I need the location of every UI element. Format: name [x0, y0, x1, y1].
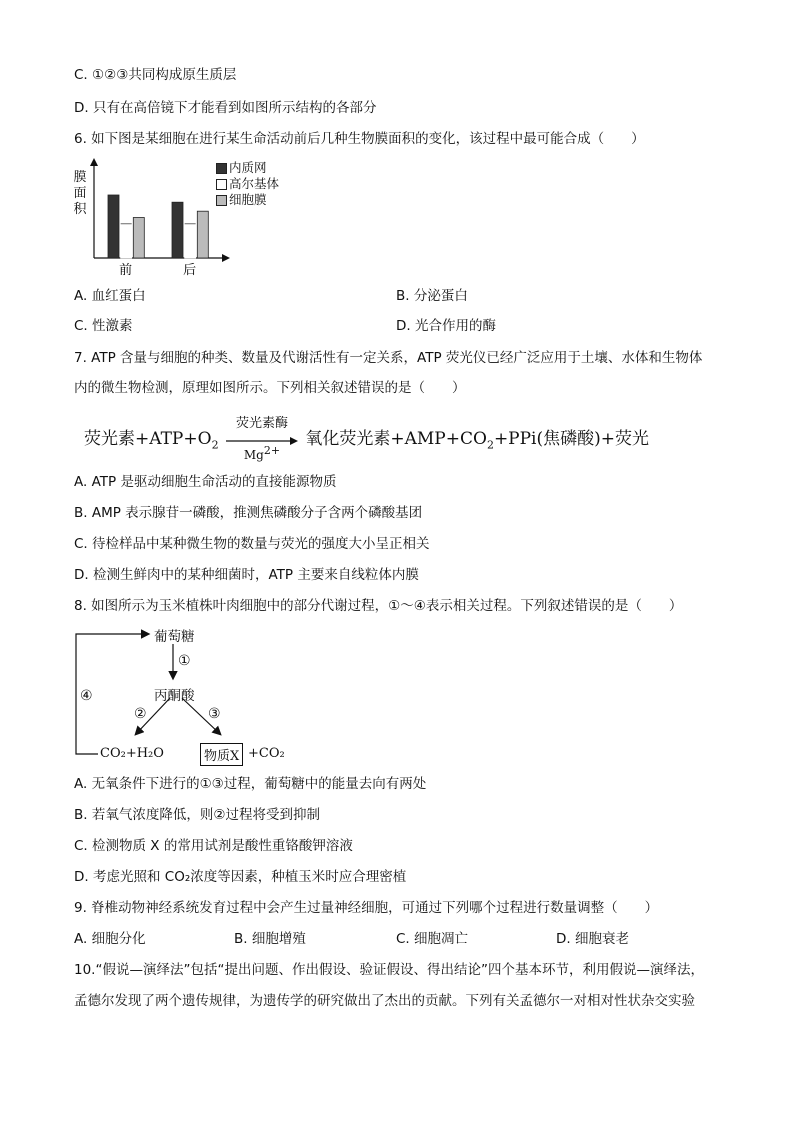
- legend-swatch: [216, 179, 227, 190]
- ylabel-char: 膜: [73, 170, 87, 185]
- q7-reaction-equation: [84, 415, 650, 462]
- q8-option-b: B. 若氧气浓度降低，则②过程将受到抑制: [74, 807, 320, 823]
- eq-reactants: 荧光素+ATP+O: [84, 429, 212, 449]
- legend-swatch: [216, 163, 227, 174]
- q10-stem-line2: 孟德尔发现了两个遗传规律，为遗传学的研究做出了杰出的贡献。下列有关孟德尔一对相对性状杂交实验: [74, 993, 695, 1009]
- q6-option-d: D. 光合作用的酶: [396, 318, 496, 334]
- x-axis-arrow: [222, 254, 230, 262]
- q9-option-d: D. 细胞衰老: [556, 931, 629, 947]
- q8-option-c: C. 检测物质 X 的常用试剂是酸性重铬酸钾溶液: [74, 838, 353, 854]
- step-4-label: ④: [80, 688, 93, 704]
- q8-option-d: D. 考虑光照和 CO₂浓度等因素，种植玉米时应合理密植: [74, 869, 407, 885]
- bar-0-2: [133, 218, 144, 259]
- bar-0-1: [121, 224, 132, 258]
- q8-stem: 8. 如图所示为玉米植株叶肉细胞中的部分代谢过程，①～④表示相关过程。下列叙述错误的是（ ）: [74, 598, 683, 614]
- product-co2-h2o: CO₂+H₂O: [100, 746, 164, 761]
- bar-1-1: [185, 224, 196, 258]
- q9-option-a: A. 细胞分化: [74, 931, 146, 947]
- q7-stem-line2: 内的微生物检测，原理如图所示。下列相关叙述错误的是（ ）: [74, 380, 466, 396]
- bar-0-0: [108, 195, 119, 258]
- legend-item-er: 内质网: [216, 158, 267, 176]
- q6-stem: 6. 如下图是某细胞在进行某生命活动前后几种生物膜面积的变化，该过程中最可能合成（ ）: [74, 131, 645, 147]
- q5-option-d: D. 只有在高倍镜下才能看到如图所示结构的各部分: [74, 100, 377, 116]
- step-3-label: ③: [208, 706, 221, 722]
- legend-swatch: [216, 195, 227, 206]
- q8-diagram: [70, 622, 310, 770]
- product-co2: +CO₂: [248, 746, 285, 761]
- eq-sub: 2: [486, 438, 494, 452]
- q7-option-b: B. AMP 表示腺苷一磷酸，推测焦磷酸分子含两个磷酸基团: [74, 505, 423, 521]
- q6-chart: [70, 158, 310, 278]
- product-x-box: 物质X: [200, 743, 243, 766]
- q7-stem-line1: 7. ATP 含量与细胞的种类、数量及代谢活性有一定关系，ATP 荧光仪已经广泛应用于土壤、水体和生物体: [74, 350, 703, 366]
- bar-1-2: [197, 211, 208, 258]
- q6-option-b: B. 分泌蛋白: [396, 288, 468, 304]
- q9-option-c: C. 细胞凋亡: [396, 931, 469, 947]
- pyruvate-node: 丙酮酸: [154, 688, 195, 704]
- q5-option-c: C. ①②③共同构成原生质层: [74, 67, 237, 83]
- y-axis-arrow: [90, 158, 98, 166]
- q9-stem: 9. 脊椎动物神经系统发育过程中会产生过量神经细胞，可通过下列哪个过程进行数量调整（ ）: [74, 900, 659, 916]
- eq-sub: 2: [211, 438, 219, 452]
- eq-products-tail: +PPi(焦磷酸)+荧光: [493, 429, 650, 449]
- step-2-label: ②: [134, 706, 147, 722]
- q7-option-a: A. ATP 是驱动细胞生命活动的直接能源物质: [74, 474, 337, 490]
- q10-stem-line1: 10.“假说—演绎法”包括“提出问题、作出假设、验证假设、得出结论”四个基本环节，利用假说—演绎法，: [74, 962, 704, 978]
- arrow-catalyst: 荧光素酶: [235, 415, 288, 431]
- q8-option-a: A. 无氧条件下进行的①③过程，葡萄糖中的能量去向有两处: [74, 776, 427, 792]
- step-1-label: ①: [178, 653, 191, 669]
- arrow-cofactor: $Mg^{2+}$: [243, 443, 281, 462]
- legend-item-golgi: 高尔基体: [216, 174, 279, 192]
- reaction-arrow: [224, 415, 300, 462]
- q6-option-c: C. 性激素: [74, 318, 133, 334]
- ylabel-char: 积: [73, 202, 87, 217]
- x-tick-label: 前: [119, 263, 133, 278]
- q7-option-d: D. 检测生鲜肉中的某种细菌时，ATP 主要来自线粒体内膜: [74, 567, 419, 583]
- q9-option-b: B. 细胞增殖: [234, 931, 306, 947]
- ylabel-char: 面: [73, 186, 87, 201]
- legend-item-membrane: 细胞膜: [216, 190, 267, 208]
- glucose-node: 葡萄糖: [154, 629, 195, 645]
- q6-option-a: A. 血红蛋白: [74, 288, 146, 304]
- x-tick-label: 后: [183, 263, 197, 278]
- q7-option-c: C. 待检样品中某种微生物的数量与荧光的强度大小呈正相关: [74, 536, 430, 552]
- bar-1-0: [172, 202, 183, 258]
- eq-products: 氧化荧光素+AMP+CO: [305, 429, 487, 449]
